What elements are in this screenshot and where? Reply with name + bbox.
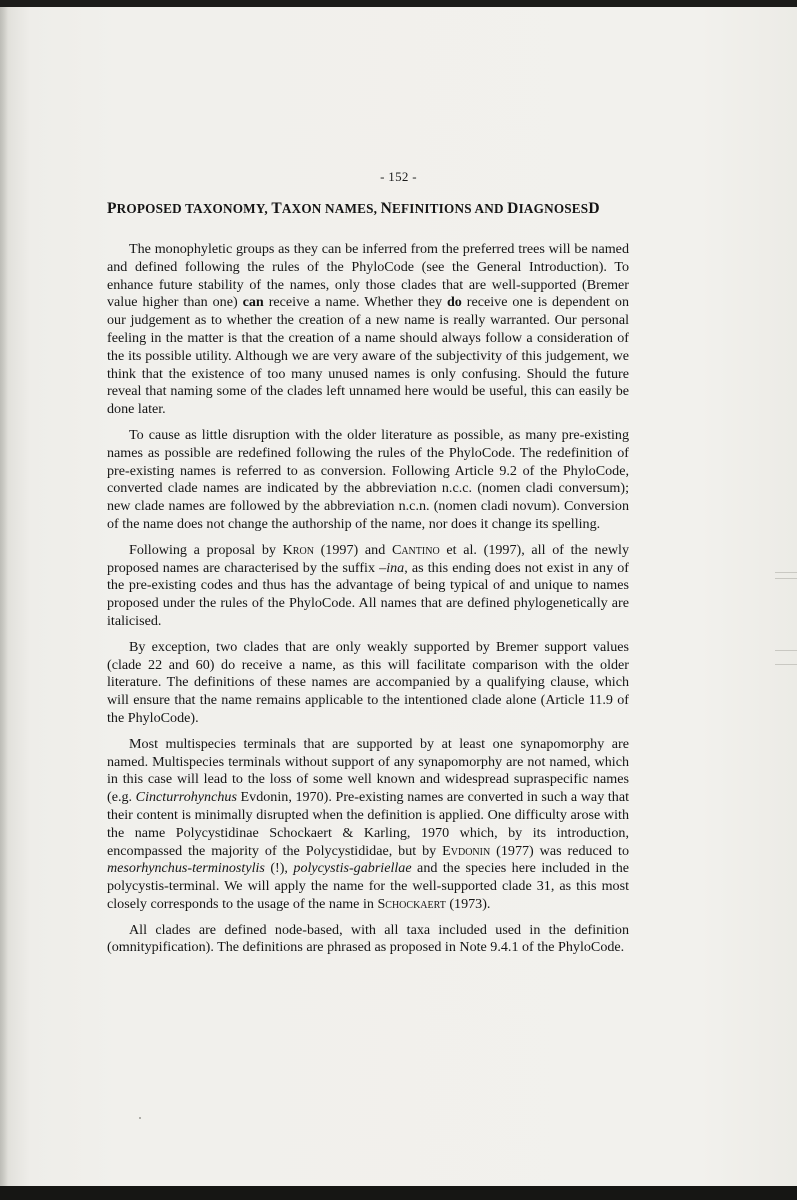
paragraph-2: To cause as little disruption with the older literature as possible, as many pre-existing names as possible are redefined following the rules of the PhyloCode. The redefinition of pre-existing names is referred to as conversion. Following Article 9.2 of the PhyloCode, converted clade names are indicated by the abbreviation n.c.c. (nomen cladi conversum); new clade names are followed by the abbreviation n.c.n. (nomen cladi novum). Conversion of the name does not change the authorship of the name, nor does it change its spelling.: [107, 426, 629, 532]
specks: [139, 1117, 141, 1119]
bleed-through-mark: [775, 664, 797, 665]
bleed-through-mark: [775, 572, 797, 573]
paragraph-5: Most multispecies terminals that are supported by at least one synapomorphy are named. Multispecies terminals without support of any synapomorphy are not named, which in this case will lead to the loss of some well known and widespread supraspecific names (e.g. Cincturrohynchus Evdonin, 1970). Pre-existing names are converted in such a way that their content is minimally disrupted when the definition is applied. One difficulty arose with the name Polycystidinae Schockaert & Karling, 1970 which, by its introduction, encompassed the majority of the Polycystididae, but by Evdonin (1977) was reduced to mesorhynchus-terminostylis (!), polycystis-gabriellae and the species here included in the polycystis-terminal. We will apply the name for the well-supported clade 31, as this most closely corresponds to the usage of the name in Schockaert (1973).: [107, 735, 630, 912]
paragraph-1: The monophyletic groups as they can be inferred from the preferred trees will be named and defined following the rules of the PhyloCode (see the General Introduction). To enhance future stability of the names, only those clades that are well-supported (Bremer value higher than one) can receive a name. Whether they do receive one is dependent on our judgement as to whether the creation of a new name is really warranted. Our personal feeling in the matter is that the creation of a name should always follow a consideration of the its possible utility. Although we are very aware of the subjectivity of this judgement, we think that the existence of too many unused names is only confusing. Should the future reveal that naming some of the clades left unnamed here would be useful, this can easily be done later.: [107, 241, 629, 418]
bleed-through-mark: [775, 578, 797, 579]
paragraph-6: All clades are defined node-based, with all taxa included used in the definition (omnitypification). The definitions are phrased as proposed in Note 9.4.1 of the PhyloCode.: [107, 921, 629, 956]
body-text: [107, 241, 629, 965]
scan-top-edge: [0, 0, 797, 7]
paragraph-3: Following a proposal by Kron (1997) and Cantino et al. (1997), all of the newly proposed names are characterised by the suffix –ina, as this ending does not exist in any of the pre-existing codes and thus has the advantage of being typical of and unique to names proposed under the rules of the PhyloCode. All names that are defined phylogenetically are italicised.: [107, 541, 630, 629]
section-heading: PROPOSED TAXONOMY, TAXON NAMES, NEFINITIONS AND DIAGNOSESD: [107, 200, 600, 217]
bleed-through-mark: [775, 650, 797, 651]
page-number: - 152 -: [380, 169, 417, 184]
scan-bottom-edge: [0, 1186, 797, 1200]
paragraph-4: By exception, two clades that are only weakly supported by Bremer support values (clade 22 and 60) do receive a name, as this will facilitate comparison with the older literature. The definitions of these names are accompanied by a qualifying clause, which will ensure that the name remains applicable to the intentioned clade alone (Article 11.9 of the PhyloCode).: [107, 638, 629, 726]
